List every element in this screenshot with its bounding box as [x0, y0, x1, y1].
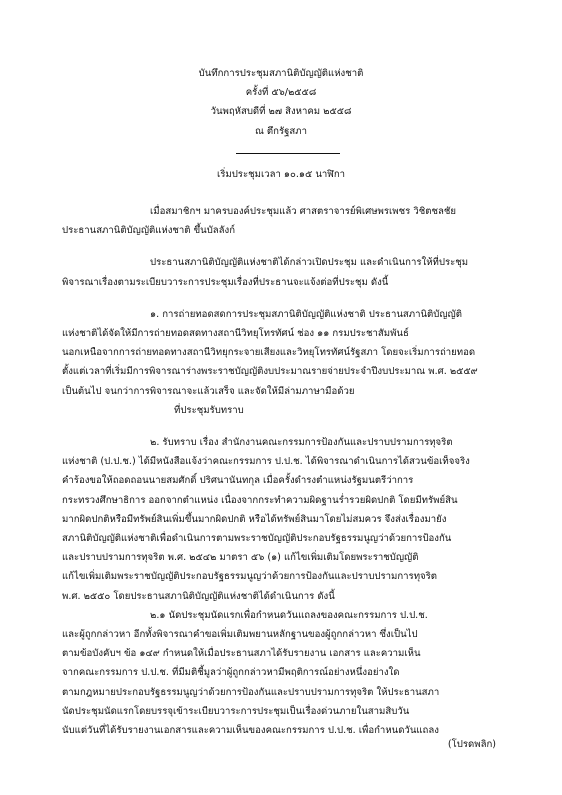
document-title: บันทึกการประชุมสภานิติบัญญัติแห่งชาติ [198, 68, 364, 79]
item2-line-5: มากผิดปกติหรือมีทรัพย์สินเพิ่มขึ้นมากผิดปกติ หรือได้ทรัพย์สินมาโดยไม่สมควร จึงส่งเรื่องมายัง [62, 513, 447, 525]
document-body [62, 202, 496, 740]
item2-1-line-2: และผู้ถูกกล่าวหา อีกทั้งพิจารณาคำขอเพิ่มเติมพยานหลักฐานของผู้ถูกกล่าวหา ซึ่งเป็นไป [62, 629, 418, 641]
acknowledged-line: ที่ประชุมรับทราบ [174, 404, 244, 416]
item2-line-2: แห่งชาติ (ป.ป.ช.) ได้มีหนังสือแจ้งว่าคณะกรรมการ ป.ป.ช. ได้พิจารณาดำเนินการได้สวนข้อเท็จจริง [62, 456, 470, 468]
item2-line-8: แก้ไขเพิ่มเติมพระราชบัญญัติประกอบรัฐธรรมนูญว่าด้วยการป้องกันและปราบปรามการทุจริต [62, 571, 438, 583]
document-header [0, 64, 562, 141]
meeting-date: วันพฤหัสบดีที่ ๒๗ สิงหาคม ๒๕๕๘ [210, 106, 352, 118]
item2-line-7: และปราบปรามการทุจริต พ.ศ. ๒๕๔๒ มาตรา ๕๖ (๑) แก้ไขเพิ่มเติมโดยพระราชบัญญัติ [62, 552, 419, 564]
item2-line-3: คำร้องขอให้ถอดถอนนายสมศักดิ์ ปริศนานันทกุล เมื่อครั้งดำรงตำแหน่งรัฐมนตรีว่าการ [62, 475, 414, 487]
item2-1-line-7: นับแต่วันที่ได้รับรายงานเอกสารและความเห็นของคณะกรรมการ ป.ป.ช. เพื่อกำหนดวันแถลง [62, 725, 439, 737]
please-turn-over-note: (โปรดพลิก) [447, 739, 496, 750]
item2-1-line-5: ตามกฎหมายประกอบรัฐธรรมนูญว่าด้วยการป้องกันและปราบปรามการทุจริต ให้ประธานสภา [62, 686, 440, 698]
item2-1-line-4: จากคณะกรรมการ ป.ป.ช. ที่มีมติชี้มูลว่าผู้ถูกกล่าวหามีพฤติการณ์อย่างหนึ่งอย่างใด [62, 667, 400, 679]
session-number: ครั้งที่ ๕๖/๒๕๕๘ [245, 87, 317, 99]
meeting-start-time: เริ่มประชุมเวลา ๑๐.๑๕ นาฬิกา [216, 169, 346, 180]
item1-line-5: เป็นต้นไป จนกว่าการพิจารณาจะแล้วเสร็จ และจัดให้มีล่ามภาษามือด้วย [62, 385, 355, 397]
item2-1-line-1: ๒.๑ นัดประชุมนัดแรกเพื่อกำหนดวันแถลงของคณะกรรมการ ป.ป.ช. [150, 609, 428, 621]
item2-line-1: ๒. รับทราบ เรื่อง สำนักงานคณะกรรมการป้องกันและปราบปรามการทุจริต [150, 437, 453, 449]
item2-1-line-6: นัดประชุมนัดแรกโดยบรรจุเข้าระเบียบวาระการประชุมเป็นเรื่องด่วนภายในสามสิบวัน [62, 705, 410, 717]
item1-line-3: นอกเหนือจากการถ่ายทอดทางสถานีวิทยุกระจายเสียงและวิทยุโทรทัศน์รัฐสภา โดยจะเริ่มการถ่ายทอด [62, 347, 476, 359]
item1-line-2: แห่งชาติได้จัดให้มีการถ่ายทอดสดทางสถานีวิทยุโทรทัศน์ ช่อง ๑๑ กรมประชาสัมพันธ์ [62, 328, 409, 340]
president-line-2: พิจารณาเรื่องตามระเบียบวาระการประชุมเรื่องที่ประธานจะแจ้งต่อที่ประชุม ดังนี้ [62, 276, 389, 288]
president-line-1: ประธานสภานิติบัญญัติแห่งชาติได้กล่าวเปิดประชุม และดำเนินการให้ที่ประชุม [150, 257, 469, 269]
item1-line-1: ๑. การถ่ายทอดสดการประชุมสภานิติบัญญัติแห่งชาติ ประธานสภานิติบัญญัติ [150, 308, 462, 320]
meeting-place: ณ ตึกรัฐสภา [254, 125, 307, 137]
opening-line-1: เมื่อสมาชิกฯ มาครบองค์ประชุมแล้ว ศาสตราจารย์พิเศษพรเพชร วิชิตชลชัย [150, 206, 457, 217]
item2-1-line-3: ตามข้อบังคับฯ ข้อ ๑๔๙ กำหนดให้เมื่อประธานสภาได้รับรายงาน เอกสาร และความเห็น [62, 648, 421, 660]
opening-line-2: ประธานสภานิติบัญญัติแห่งชาติ ขึ้นบัลลังก์ [62, 225, 236, 237]
item1-line-4: ตั้งแต่เวลาที่เริ่มมีการพิจารณาร่างพระราชบัญญัติงบประมาณรายจ่ายประจำปีงบประมาณ พ.ศ. ๒๕๕๙ [62, 366, 478, 378]
item2-line-4: กระทรวงศึกษาธิการ ออกจากตำแหน่ง เนื่องจากกระทำความผิดฐานร่ำรวยผิดปกติ โดยมีทรัพย์สิน [62, 494, 458, 506]
header-divider [236, 153, 340, 154]
item2-line-9: พ.ศ. ๒๕๕๐ โดยประธานสภานิติบัญญัติแห่งชาติได้ดำเนินการ ดังนี้ [62, 590, 335, 602]
item2-line-6: สภานิติบัญญัติแห่งชาติเพื่อดำเนินการตามพระราชบัญญัติประกอบรัฐธรรมนูญว่าด้วยการป้องกัน [62, 533, 452, 545]
